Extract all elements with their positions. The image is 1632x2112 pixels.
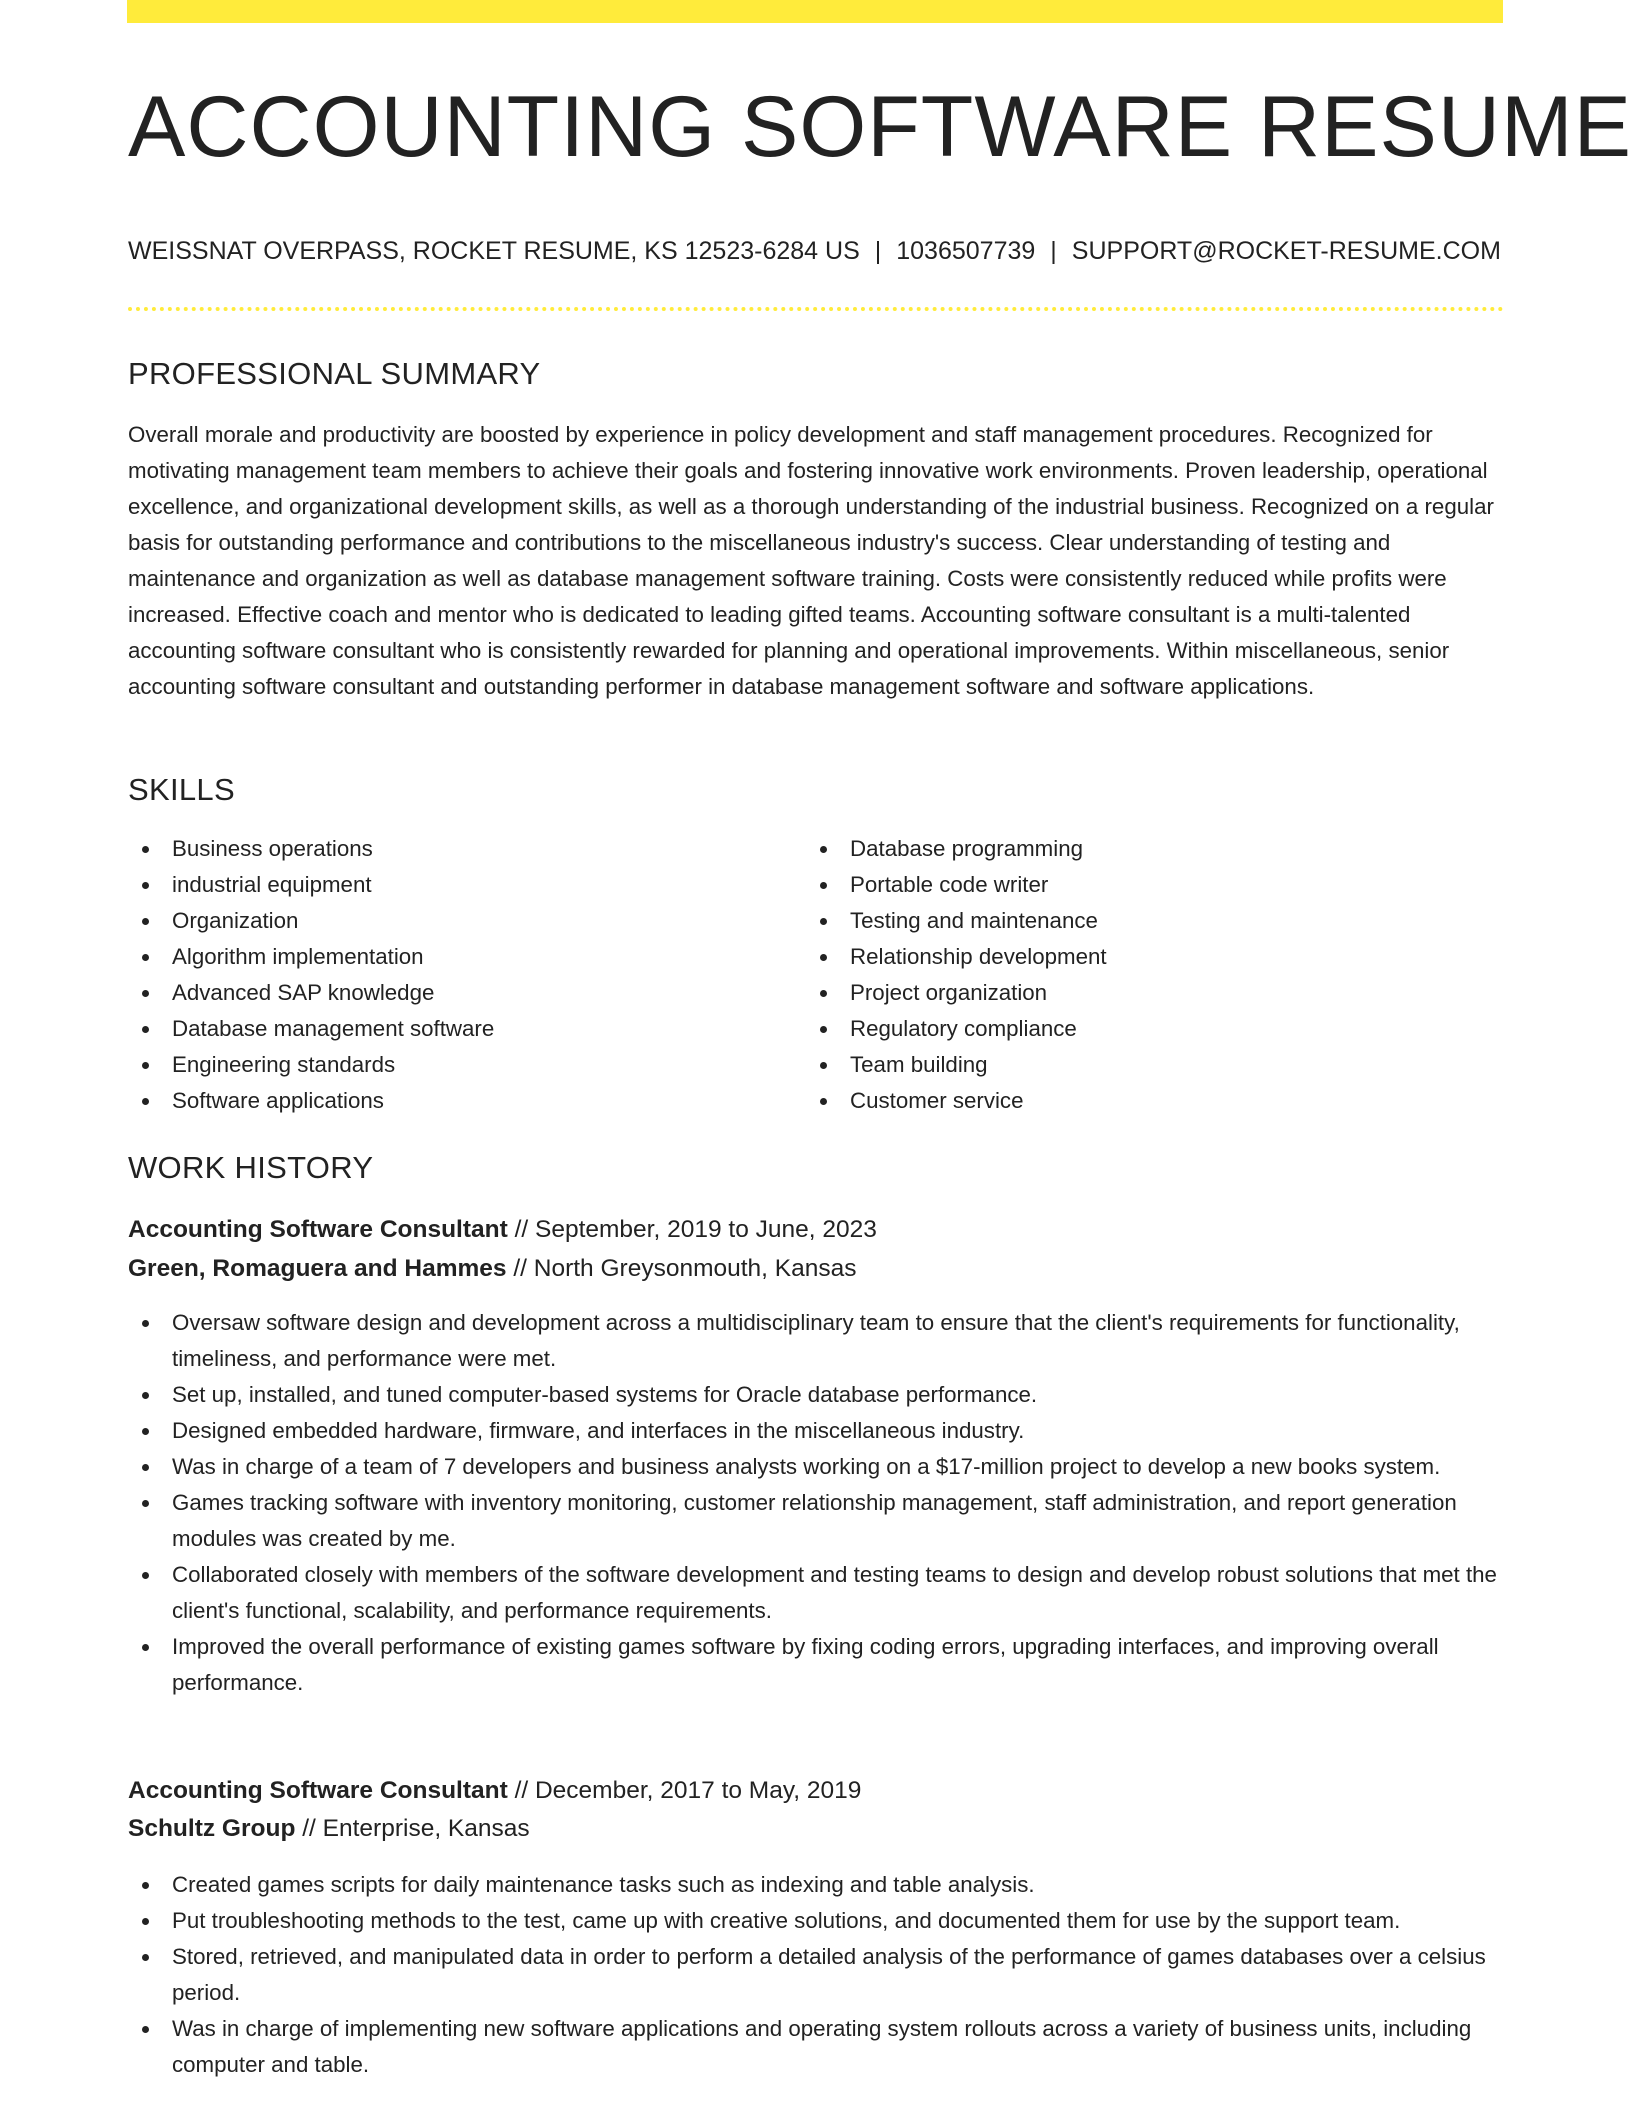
job-bullet-list	[128, 1305, 1504, 1701]
skill-item: Portable code writer	[806, 867, 1456, 903]
skill-item: Advanced SAP knowledge	[128, 975, 778, 1011]
job-bullet: Collaborated closely with members of the software development and testing teams to design and develop robust solutions that met the client's functional, scalability, and performance requirements.	[128, 1557, 1504, 1629]
summary-heading: PROFESSIONAL SUMMARY	[128, 356, 541, 391]
skill-item: Regulatory compliance	[806, 1011, 1456, 1047]
contact-line	[128, 237, 1504, 266]
skill-item: Engineering standards	[128, 1047, 778, 1083]
work-history-heading: WORK HISTORY	[128, 1150, 374, 1185]
job-bullet: Set up, installed, and tuned computer-based systems for Oracle database performance.	[128, 1377, 1504, 1413]
job-title-line	[128, 1777, 861, 1805]
skills-list-left	[128, 831, 778, 1119]
contact-phone: 1036507739	[896, 237, 1036, 265]
job-company: Green, Romaguera and Hammes	[128, 1255, 507, 1282]
contact-separator: |	[1050, 237, 1057, 265]
contact-separator: |	[874, 237, 882, 265]
skills-list-right	[806, 831, 1456, 1119]
skill-item: Team building	[806, 1047, 1456, 1083]
job-dates: // September, 2019 to June, 2023	[514, 1216, 877, 1243]
job-bullet: Stored, retrieved, and manipulated data in order to perform a detailed analysis of the performance of games databases over a celsius period.	[128, 1939, 1504, 2011]
skill-item: Testing and maintenance	[806, 903, 1456, 939]
job-company-line	[128, 1815, 530, 1843]
skill-item: Algorithm implementation	[128, 939, 778, 975]
job-title: Accounting Software Consultant	[128, 1216, 508, 1243]
header-divider	[128, 307, 1504, 311]
job-bullet: Was in charge of a team of 7 developers and business analysts working on a $17-million project to develop a new books system.	[128, 1449, 1504, 1485]
skill-item: Organization	[128, 903, 778, 939]
job-dates: // December, 2017 to May, 2019	[514, 1777, 862, 1804]
job-bullet: Games tracking software with inventory monitoring, customer relationship management, staff administration, and report generation modules was created by me.	[128, 1485, 1504, 1557]
job-title: Accounting Software Consultant	[128, 1777, 508, 1804]
job-bullet: Improved the overall performance of existing games software by fixing coding errors, upgrading interfaces, and improving overall performance.	[128, 1629, 1504, 1701]
job-title-line	[128, 1216, 877, 1244]
job-location: // Enterprise, Kansas	[302, 1815, 530, 1842]
job-bullet: Put troubleshooting methods to the test, came up with creative solutions, and documented them for use by the support team.	[128, 1903, 1504, 1939]
skill-item: Database management software	[128, 1011, 778, 1047]
job-company-line	[128, 1255, 857, 1283]
skill-item: Business operations	[128, 831, 778, 867]
contact-email: SUPPORT@ROCKET-RESUME.COM	[1071, 237, 1501, 265]
skill-item: Project organization	[806, 975, 1456, 1011]
job-bullet: Was in charge of implementing new software applications and operating system rollouts across a variety of business units, including computer and table.	[128, 2011, 1504, 2083]
top-accent-bar	[127, 0, 1503, 23]
skill-item: Software applications	[128, 1083, 778, 1119]
job-location: // North Greysonmouth, Kansas	[513, 1255, 857, 1282]
job-bullet: Designed embedded hardware, firmware, and interfaces in the miscellaneous industry.	[128, 1413, 1504, 1449]
skills-heading: SKILLS	[128, 772, 235, 807]
skill-item: Customer service	[806, 1083, 1456, 1119]
page-title: ACCOUNTING SOFTWARE RESUME	[128, 79, 1632, 175]
job-bullet-list	[128, 1867, 1504, 2083]
job-company: Schultz Group	[128, 1815, 296, 1842]
job-bullet: Created games scripts for daily maintenance tasks such as indexing and table analysis.	[128, 1867, 1504, 1903]
summary-text: Overall morale and productivity are boosted by experience in policy development and staff management procedures. Recognized for motivating management team members to achieve their goals and fostering innovative work environments. Proven leadership, operational excellence, and organizational development skills, as well as a thorough understanding of the industrial business. Recognized on a regular basis for outstanding performance and contributions to the miscellaneous industry's success. Clear understanding of testing and maintenance and organization as well as database management software training. Costs were consistently reduced while profits were increased. Effective coach and mentor who is dedicated to leading gifted teams. Accounting software consultant is a multi-talented accounting software consultant who is consistently rewarded for planning and operational improvements. Within miscellaneous, senior accounting software consultant and outstanding performer in database management software and software applications.	[128, 422, 1494, 699]
contact-address: WEISSNAT OVERPASS, ROCKET RESUME, KS 12523-6284 US	[128, 237, 860, 265]
job-bullet: Oversaw software design and development across a multidisciplinary team to ensure that the client's requirements for functionality, timeliness, and performance were met.	[128, 1305, 1504, 1377]
skill-item: Database programming	[806, 831, 1456, 867]
skill-item: industrial equipment	[128, 867, 778, 903]
skill-item: Relationship development	[806, 939, 1456, 975]
